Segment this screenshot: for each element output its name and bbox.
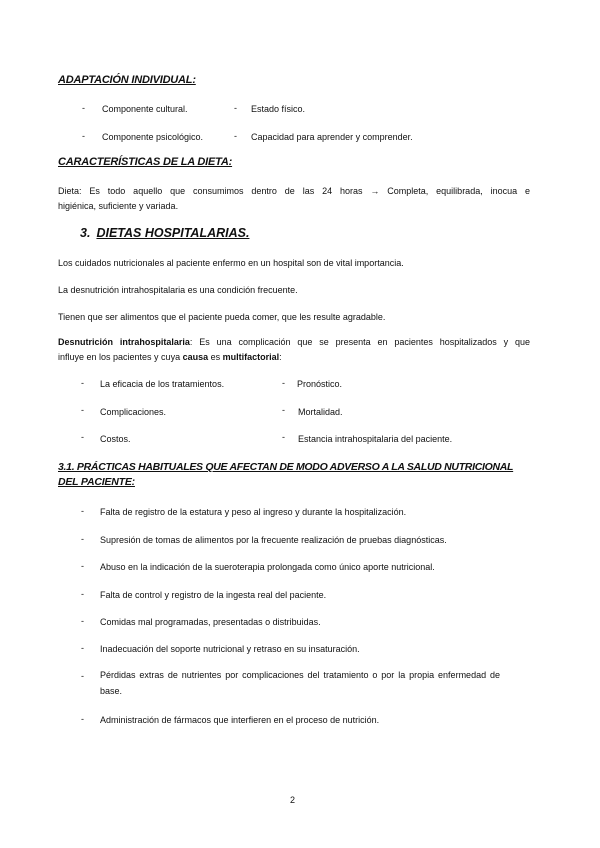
list-item: Administración de fármacos que interfieren en el proceso de nutrición.	[100, 715, 380, 725]
page-number: 2	[290, 795, 296, 805]
list-item: Estado físico.	[251, 104, 306, 114]
section-heading-caracteristicas: CARACTERÍSTICAS DE LA DIETA:	[58, 156, 233, 168]
dash-bullet: -	[282, 405, 285, 415]
dash-bullet: -	[81, 616, 84, 626]
list-item: Mortalidad.	[298, 407, 343, 417]
dash-bullet: -	[81, 671, 84, 681]
dash-bullet: -	[81, 643, 84, 653]
definition-paragraph-line2	[58, 352, 282, 362]
dash-bullet: -	[234, 131, 237, 141]
list-item: Pronóstico.	[297, 379, 343, 389]
dash-bullet: -	[81, 378, 84, 388]
dash-bullet: -	[81, 589, 84, 599]
list-item: Capacidad para aprender y comprender.	[251, 132, 413, 142]
list-item: Supresión de tomas de alimentos por la frecuente realización de pruebas diagnósticas.	[100, 535, 447, 545]
dash-bullet: -	[82, 103, 85, 113]
list-item: Falta de control y registro de la ingesta real del paciente.	[100, 590, 327, 600]
definition-text: es	[208, 352, 223, 362]
list-item: Componente cultural.	[102, 104, 188, 114]
definition-text: influye en los pacientes y cuya	[58, 352, 183, 362]
paragraph: Tienen que ser alimentos que el paciente pueda comer, que les resulte agradable.	[58, 312, 386, 322]
dash-bullet: -	[282, 432, 285, 442]
section-number: 3.	[80, 226, 91, 240]
dash-bullet: -	[81, 534, 84, 544]
definition-text: :	[279, 352, 282, 362]
dash-bullet: -	[81, 561, 84, 571]
definition-text: : Es una complicación que se presenta en pacientes hospitalizados y que	[189, 337, 530, 347]
bold-term: multifactorial	[222, 352, 280, 362]
list-item: Comidas mal programadas, presentadas o distribuidas.	[100, 617, 321, 627]
section-title: DIETAS HOSPITALARIAS.	[96, 226, 250, 240]
list-item: La eficacia de los tratamientos.	[100, 379, 225, 389]
list-item: Inadecuación del soporte nutricional y retraso en su insaturación.	[100, 644, 360, 654]
paragraph: La desnutrición intrahospitalaria es una condición frecuente.	[58, 285, 298, 295]
dash-bullet: -	[81, 405, 84, 415]
list-item: Falta de registro de la estatura y peso al ingreso y durante la hospitalización.	[100, 507, 407, 517]
dash-bullet: -	[81, 506, 84, 516]
bold-term: causa	[182, 352, 209, 362]
dash-bullet: -	[234, 103, 237, 113]
dash-bullet: -	[81, 714, 84, 724]
paragraph-line: higiénica, suficiente y variada.	[58, 201, 179, 211]
section-heading-practicas-line2: DEL PACIENTE:	[58, 476, 135, 488]
list-item: Costos.	[100, 434, 131, 444]
section-heading-adaptacion: ADAPTACIÓN INDIVIDUAL:	[58, 74, 196, 86]
list-item: Complicaciones.	[100, 407, 167, 417]
list-item: Pérdidas extras de nutrientes por complicaciones del tratamiento o por la propia enfermedad de base.	[100, 670, 500, 696]
paragraph: Los cuidados nutricionales al paciente enfermo en un hospital son de vital importancia.	[58, 258, 404, 268]
dash-bullet: -	[81, 432, 84, 442]
list-item: Estancia intrahospitalaria del paciente.	[298, 434, 453, 444]
definition-term: Desnutrición intrahospitalaria	[58, 337, 190, 347]
list-item: Abuso en la indicación de la sueroterapia prolongada como único aporte nutricional.	[100, 562, 435, 572]
definition-paragraph	[58, 337, 530, 347]
section-heading-dietas	[80, 226, 249, 240]
paragraph-line: Dieta: Es todo aquello que consumimos dentro de las 24 horas → Completa, equilibrada, inocua e	[58, 186, 530, 196]
dash-bullet: -	[282, 378, 285, 388]
list-item: Componente psicológico.	[102, 132, 204, 142]
section-heading-practicas: 3.1. PRÁCTICAS HABITUALES QUE AFECTAN DE MODO ADVERSO A LA SALUD NUTRICIONAL	[58, 461, 514, 473]
dash-bullet: -	[82, 131, 85, 141]
